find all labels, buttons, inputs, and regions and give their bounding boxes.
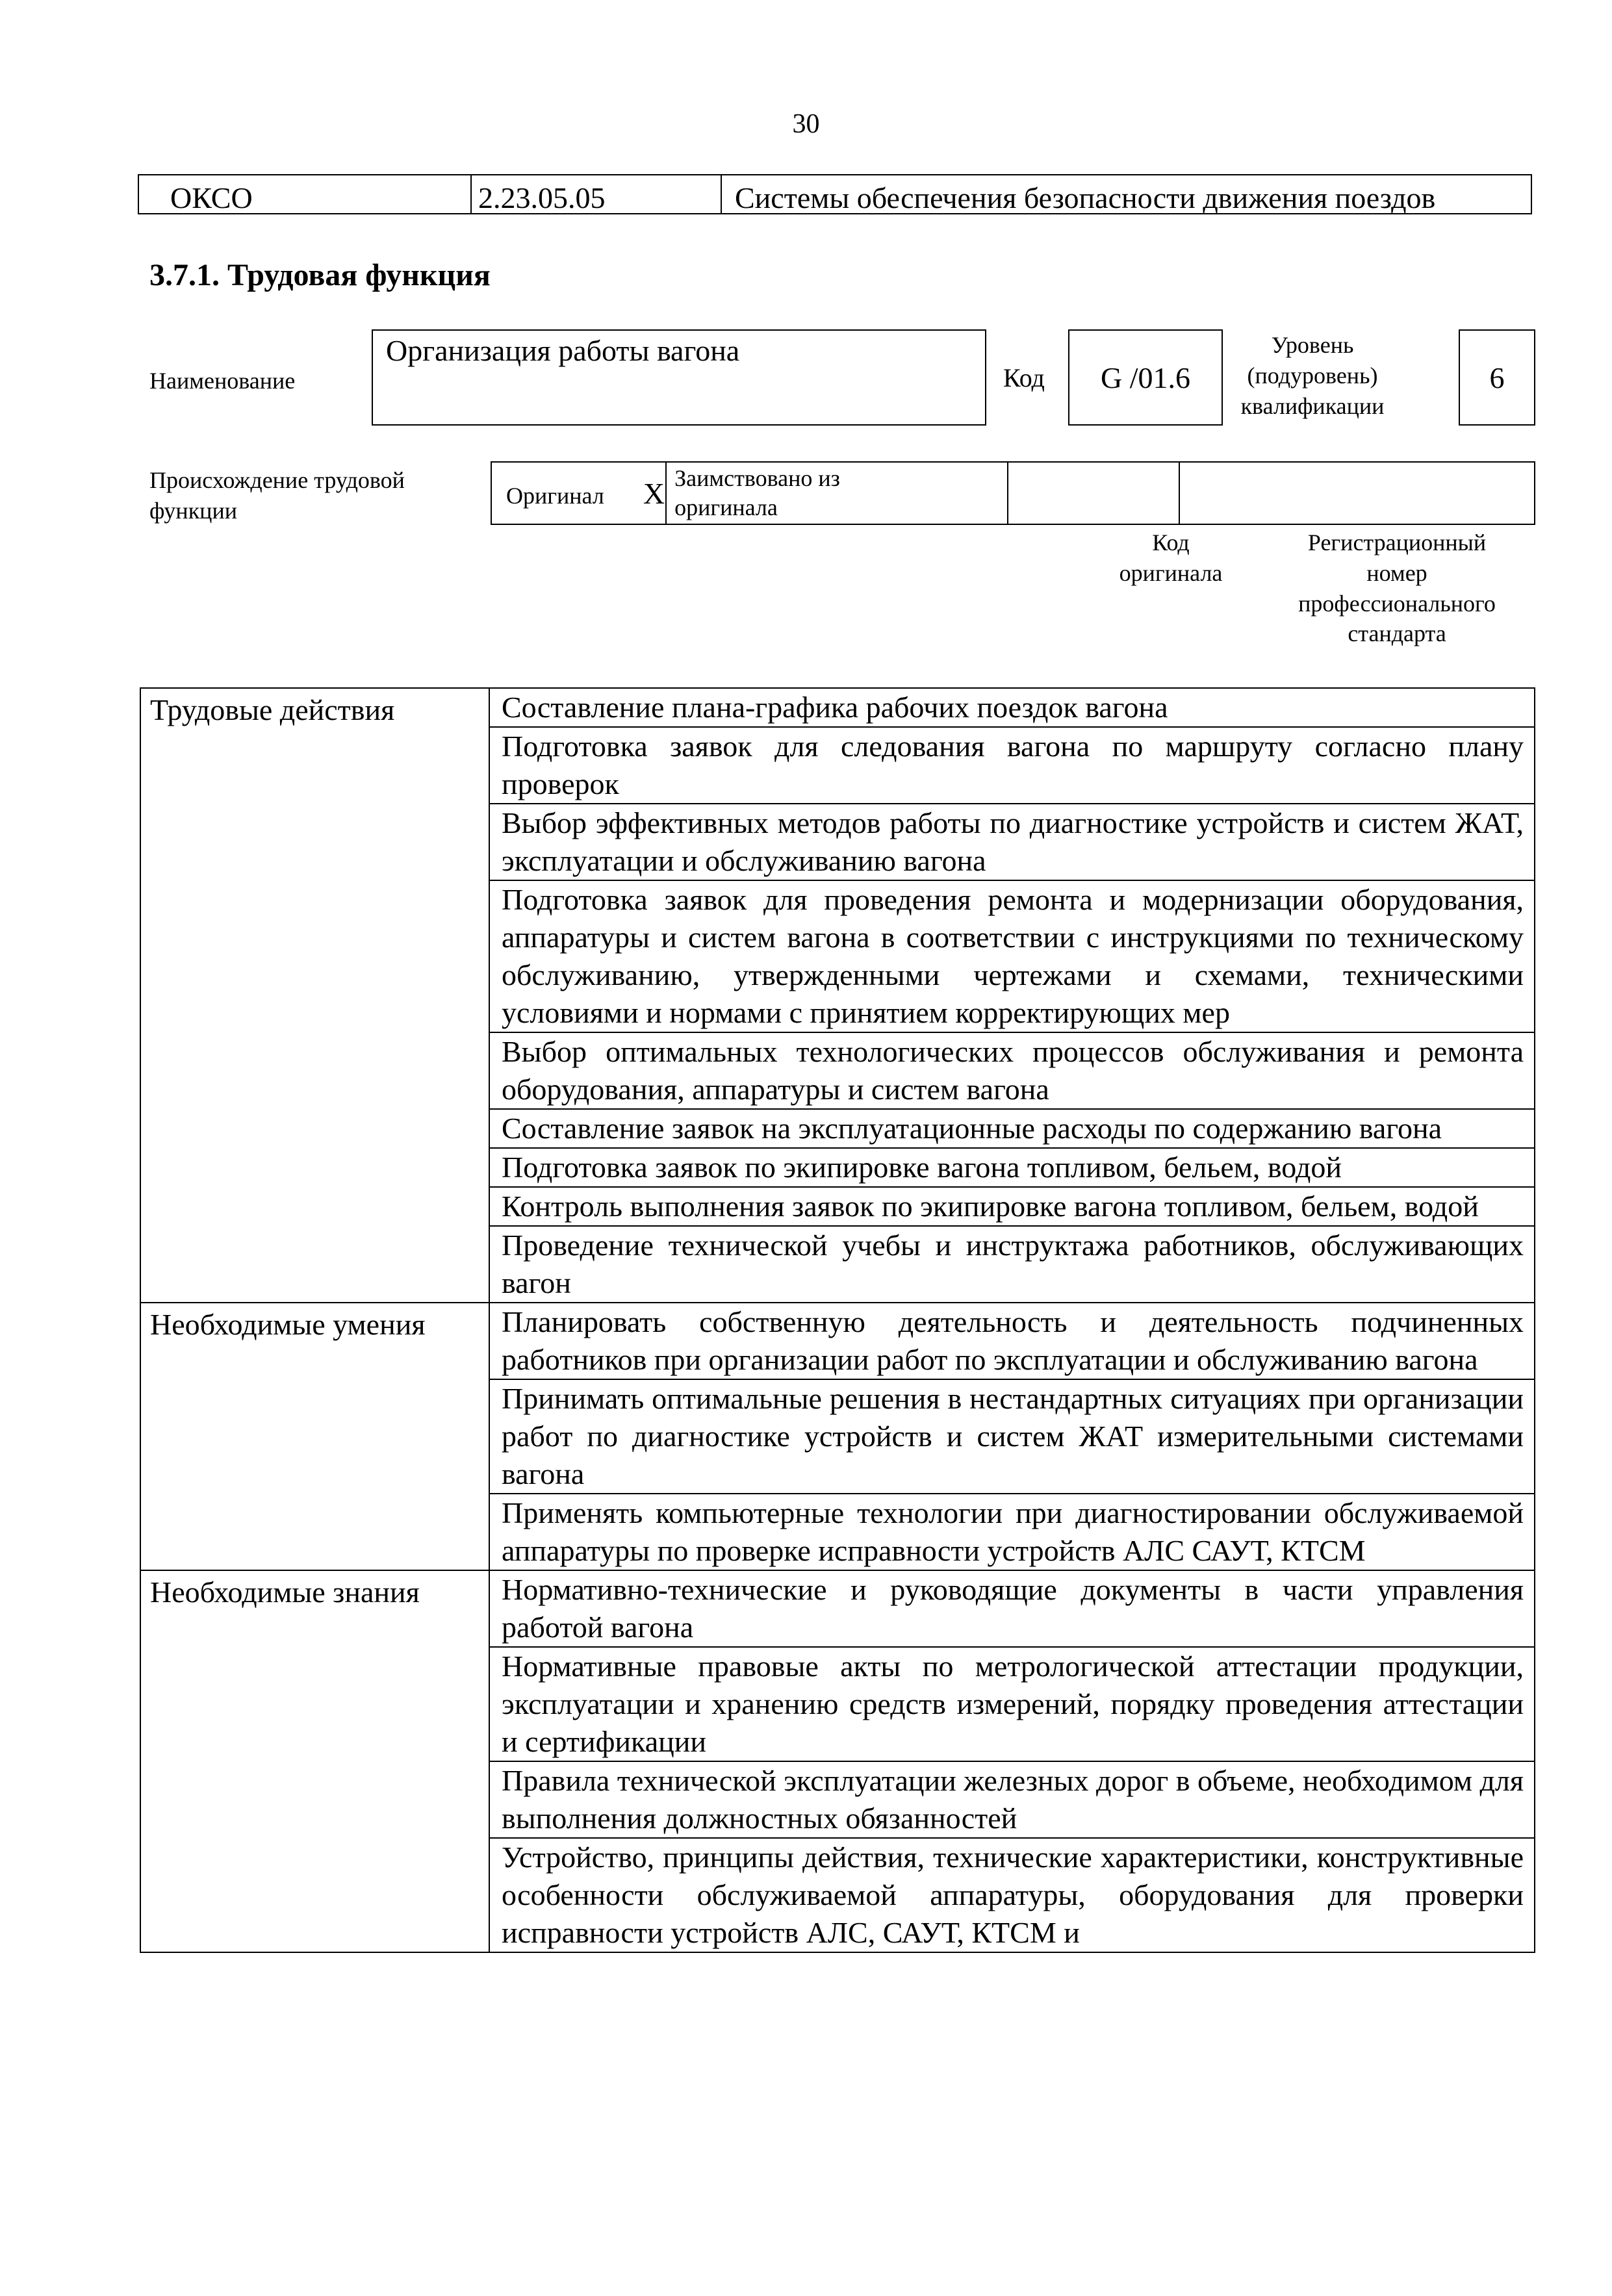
- origin-label: [149, 465, 461, 526]
- caption-line: Регистрационный: [1307, 529, 1487, 555]
- list-item: Контроль выполнения заявок по экипировке вагона топливом, бельем, водой: [489, 1187, 1535, 1226]
- function-name-field: Организация работы вагона: [372, 329, 986, 426]
- registration-number-caption: [1260, 528, 1533, 649]
- table-row: [140, 1570, 1535, 1647]
- qualification-level-field: 6: [1459, 329, 1535, 426]
- original-code-cell: [1008, 462, 1179, 524]
- labor-actions-section: [140, 688, 1535, 1303]
- origin-label-line: функции: [149, 497, 237, 524]
- list-item: Устройство, принципы действия, технические характеристики, конструктивные особенности обслуживаемой аппаратуры, оборудования для проверки исправности устройств АЛС, САУТ, КТСМ и: [489, 1838, 1535, 1952]
- code-label: Код: [1003, 363, 1045, 392]
- caption-line: номер: [1366, 559, 1427, 586]
- function-code-field: G /01.6: [1068, 329, 1223, 426]
- okso-label: ОКСО: [138, 175, 471, 214]
- okso-table: [138, 174, 1532, 214]
- original-code-caption: [1085, 528, 1257, 589]
- list-item: Подготовка заявок для следования вагона по маршруту согласно плану проверок: [489, 727, 1535, 804]
- list-item: Планировать собственную деятельность и деятельность подчиненных работников при организации работ по эксплуатации и обслуживанию вагона: [489, 1303, 1535, 1379]
- required-skills-label: Необходимые умения: [140, 1303, 489, 1570]
- list-item: Применять компьютерные технологии при диагностировании обслуживаемой аппаратуры по проверке исправности устройств АЛС САУТ, КТСМ: [489, 1494, 1535, 1570]
- level-label-line: Уровень: [1271, 332, 1354, 358]
- list-item: Подготовка заявок по экипировке вагона топливом, бельем, водой: [489, 1148, 1535, 1187]
- borrowed-label-line: оригинала: [674, 494, 778, 520]
- list-item: Выбор оптимальных технологических процессов обслуживания и ремонта оборудования, аппаратуры и систем вагона: [489, 1032, 1535, 1109]
- origin-table: [491, 461, 1535, 525]
- level-label-line: квалификации: [1240, 392, 1385, 419]
- labor-actions-label: Трудовые действия: [140, 688, 489, 1303]
- list-item: Правила технической эксплуатации железных дорог в объеме, необходимом для выполнения должностных обязанностей: [489, 1761, 1535, 1838]
- list-item: Нормативно-технические и руководящие документы в части управления работой вагона: [489, 1570, 1535, 1647]
- list-item: Нормативные правовые акты по метрологической аттестации продукции, эксплуатации и хранению средств измерений, порядку проведения аттестации и сертификации: [489, 1647, 1535, 1761]
- origin-label-line: Происхождение трудовой: [149, 467, 405, 493]
- list-item: Проведение технической учебы и инструктажа работников, обслуживающих вагон: [489, 1226, 1535, 1303]
- page-number: 30: [792, 109, 820, 139]
- list-item: Составление плана-графика рабочих поездок вагона: [489, 688, 1535, 727]
- registration-number-cell: [1179, 462, 1535, 524]
- function-details-table: [140, 687, 1535, 1953]
- list-item: Принимать оптимальные решения в нестандартных ситуациях при организации работ по диагностике устройств и систем ЖАТ измерительными системами вагона: [489, 1379, 1535, 1494]
- original-label: Оригинал: [506, 482, 604, 509]
- required-knowledge-label: Необходимые знания: [140, 1570, 489, 1952]
- caption-line: Код: [1152, 529, 1190, 555]
- list-item: Составление заявок на эксплуатационные расходы по содержанию вагона: [489, 1109, 1535, 1148]
- borrowed-cell: [666, 462, 1008, 524]
- okso-title: Системы обеспечения безопасности движения поездов: [721, 175, 1531, 214]
- caption-line: оригинала: [1119, 559, 1223, 586]
- borrowed-label-line: Заимствовано из: [674, 465, 840, 491]
- caption-line: стандарта: [1348, 620, 1446, 647]
- list-item: Выбор эффективных методов работы по диагностике устройств и систем ЖАТ, эксплуатации и обслуживанию вагона: [489, 804, 1535, 880]
- required-knowledge-section: [140, 1570, 1535, 1952]
- level-label-line: (подуровень): [1247, 362, 1378, 389]
- qualification-level-label: [1235, 330, 1390, 421]
- required-skills-section: [140, 1303, 1535, 1570]
- table-row: [140, 1303, 1535, 1379]
- caption-line: профессионального: [1298, 590, 1496, 617]
- list-item: Подготовка заявок для проведения ремонта и модернизации оборудования, аппаратуры и систем вагона в соответствии с инструкциями по техническому обслуживанию, утвержденными чертежами и схемами, техническими условиями и нормами с принятием корректирующих мер: [489, 880, 1535, 1032]
- original-mark: X: [643, 476, 665, 510]
- okso-code: 2.23.05.05: [471, 175, 721, 214]
- name-label: Наименование: [149, 368, 296, 394]
- table-row: [140, 688, 1535, 727]
- original-cell: [491, 462, 666, 524]
- section-title: 3.7.1. Трудовая функция: [149, 258, 491, 292]
